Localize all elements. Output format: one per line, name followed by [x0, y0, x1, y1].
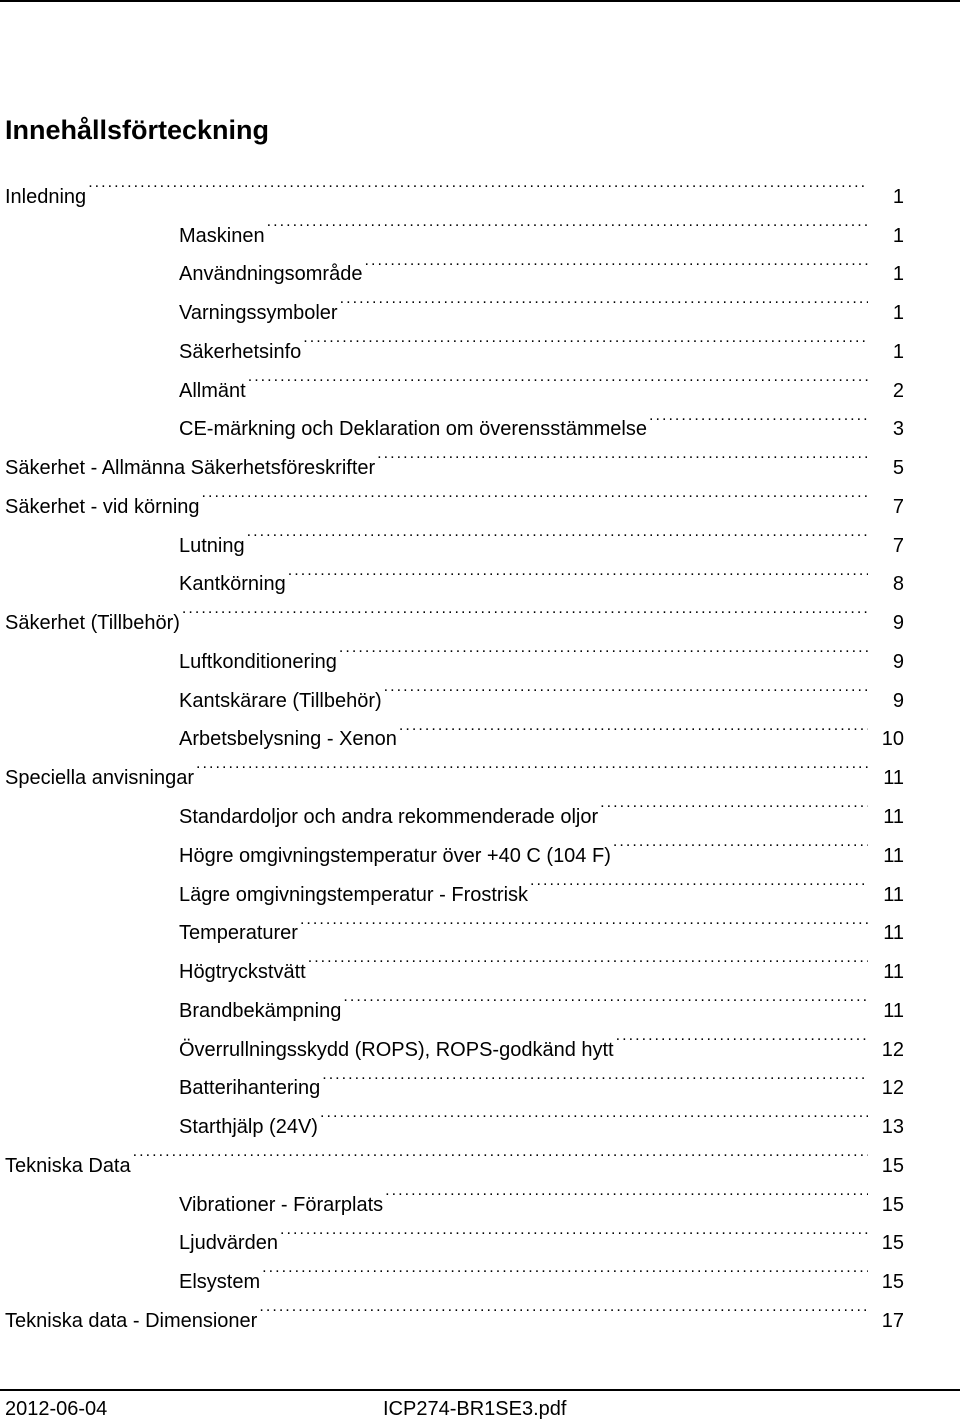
page-title: Innehållsförteckning	[5, 115, 270, 145]
toc-entry-title: Lägre omgivningstemperatur - Frostrisk	[179, 883, 529, 906]
toc-entry[interactable]	[0, 668, 960, 712]
toc-entry-page-number: 11	[883, 883, 904, 906]
toc-entry-title: Varningssymboler	[179, 302, 338, 325]
toc-entry-title: Arbetsbelysning - Xenon	[179, 728, 397, 751]
toc-entry[interactable]	[0, 1211, 960, 1255]
toc-entry-page-number: 11	[883, 961, 904, 984]
toc-entry-title: Överrullningsskydd (ROPS), ROPS-godkänd hytt	[179, 1038, 614, 1061]
toc-dot-leader	[88, 164, 868, 203]
toc-dot-leader	[340, 280, 868, 319]
toc-dot-leader	[377, 435, 868, 474]
toc-entry[interactable]	[0, 242, 960, 286]
toc-dot-leader	[308, 939, 868, 978]
toc-dot-leader	[613, 823, 868, 862]
toc-entry[interactable]	[0, 203, 960, 247]
toc-entry-title: Starthjälp (24V)	[179, 1116, 318, 1139]
toc-entry-title: Speciella anvisningar	[5, 767, 195, 790]
toc-entry[interactable]	[0, 629, 960, 673]
toc-entry-title: Tekniska data - Dimensioner	[5, 1309, 258, 1332]
toc-dot-leader	[248, 358, 868, 397]
footer-filename: ICP274-BR1SE3.pdf	[383, 1398, 567, 1420]
toc-dot-leader	[364, 242, 868, 281]
toc-dot-leader	[267, 203, 868, 242]
toc-entry-title: Allmänt	[179, 379, 246, 402]
toc-entry-page-number: 9	[892, 650, 904, 673]
toc-dot-leader	[339, 629, 868, 668]
toc-entry-page-number: 7	[892, 495, 904, 518]
toc-dot-leader	[202, 474, 868, 513]
toc-entry-title: Temperaturer	[179, 922, 298, 945]
toc-entry-title: CE-märkning och Deklaration om överensstämmelse	[179, 418, 647, 441]
toc-entry-title: Säkerhet (Tillbehör)	[5, 612, 180, 635]
toc-entry-title: Säkerhet - vid körning	[5, 495, 200, 518]
toc-entry-page-number: 1	[892, 185, 904, 208]
toc-entry[interactable]	[0, 435, 960, 480]
toc-entry[interactable]	[0, 1017, 960, 1061]
toc-entry-title: Säkerhet - Allmänna Säkerhetsföreskrifter	[5, 457, 376, 480]
footer-rule	[0, 1389, 960, 1391]
toc-entry-title: Vibrationer - Förarplats	[179, 1193, 384, 1216]
toc-dot-leader	[196, 745, 868, 784]
toc-dot-leader	[600, 784, 868, 823]
toc-entry-title: Tekniska Data	[5, 1154, 131, 1177]
top-rule	[0, 0, 960, 2]
toc-dot-leader	[300, 901, 868, 940]
toc-entry-title: Kantskärare (Tillbehör)	[179, 689, 382, 712]
footer-date: 2012-06-04	[5, 1398, 108, 1420]
table-of-contents	[0, 164, 960, 1332]
toc-entry-page-number: 9	[892, 612, 904, 635]
toc-entry[interactable]	[0, 1056, 960, 1100]
toc-entry[interactable]	[0, 164, 960, 208]
toc-entry[interactable]	[0, 823, 960, 867]
toc-entry[interactable]	[0, 1288, 960, 1332]
toc-entry[interactable]	[0, 319, 960, 363]
toc-entry-page-number: 13	[881, 1116, 904, 1139]
toc-dot-leader	[385, 1172, 868, 1211]
toc-entry[interactable]	[0, 280, 960, 325]
toc-entry-page-number: 15	[881, 1193, 904, 1216]
toc-dot-leader	[133, 1133, 868, 1172]
toc-dot-leader	[288, 552, 868, 591]
toc-dot-leader	[259, 1288, 868, 1327]
toc-dot-leader	[303, 319, 868, 358]
toc-entry-title: Inledning	[5, 185, 87, 208]
toc-entry-title: Standardoljor och andra rekommenderade oljor	[179, 806, 599, 829]
toc-dot-leader	[322, 1056, 868, 1095]
toc-entry-page-number: 3	[892, 418, 904, 441]
toc-entry-title: Högtryckstvätt	[179, 961, 306, 984]
toc-entry-page-number: 11	[883, 999, 904, 1022]
toc-entry-page-number: 8	[892, 573, 904, 596]
toc-dot-leader	[649, 397, 868, 436]
toc-entry-page-number: 15	[881, 1271, 904, 1294]
toc-entry-page-number: 1	[892, 263, 904, 286]
toc-entry-page-number: 7	[892, 534, 904, 557]
toc-entry[interactable]	[0, 939, 960, 984]
toc-entry[interactable]	[0, 590, 960, 635]
toc-entry[interactable]	[0, 862, 960, 906]
toc-entry[interactable]	[0, 1094, 960, 1139]
toc-entry[interactable]	[0, 513, 960, 557]
toc-entry-title: Batterihantering	[179, 1077, 321, 1100]
toc-entry[interactable]	[0, 978, 960, 1022]
toc-entry-title: Lutning	[179, 534, 245, 557]
toc-entry-page-number: 11	[883, 922, 904, 945]
toc-entry[interactable]	[0, 784, 960, 829]
toc-dot-leader	[262, 1249, 868, 1288]
toc-entry[interactable]	[0, 901, 960, 945]
toc-entry-page-number: 1	[892, 302, 904, 325]
toc-entry-page-number: 11	[883, 806, 904, 829]
toc-entry[interactable]	[0, 552, 960, 596]
toc-dot-leader	[182, 590, 868, 629]
toc-entry-page-number: 10	[881, 728, 904, 751]
toc-entry-page-number: 11	[883, 767, 904, 790]
toc-entry-page-number: 11	[883, 844, 904, 867]
toc-entry-title: Maskinen	[179, 224, 265, 247]
toc-entry-page-number: 1	[892, 340, 904, 363]
toc-entry-page-number: 12	[881, 1038, 904, 1061]
toc-entry[interactable]	[0, 745, 960, 790]
toc-entry-page-number: 9	[892, 689, 904, 712]
toc-entry-title: Användningsområde	[179, 263, 363, 286]
toc-dot-leader	[343, 978, 868, 1017]
toc-entry-title: Kantkörning	[179, 573, 286, 596]
toc-dot-leader	[320, 1094, 868, 1133]
toc-dot-leader	[247, 513, 868, 552]
toc-entry[interactable]	[0, 1249, 960, 1294]
toc-entry-page-number: 17	[881, 1309, 904, 1332]
toc-entry-page-number: 15	[881, 1232, 904, 1255]
toc-entry-title: Elsystem	[179, 1271, 261, 1294]
toc-dot-leader	[399, 707, 868, 746]
toc-entry-page-number: 15	[881, 1154, 904, 1177]
toc-dot-leader	[616, 1017, 868, 1056]
toc-entry-title: Säkerhetsinfo	[179, 340, 302, 363]
toc-entry-title: Ljudvärden	[179, 1232, 278, 1255]
toc-entry-page-number: 1	[892, 224, 904, 247]
toc-entry-page-number: 2	[892, 379, 904, 402]
toc-entry-page-number: 5	[892, 457, 904, 480]
toc-entry[interactable]	[0, 397, 960, 441]
toc-entry[interactable]	[0, 1172, 960, 1216]
toc-entry-title: Högre omgivningstemperatur över +40 C (104 F)	[179, 844, 611, 867]
toc-entry-page-number: 12	[881, 1077, 904, 1100]
toc-entry[interactable]	[0, 1133, 960, 1177]
toc-entry[interactable]	[0, 474, 960, 518]
toc-entry-title: Luftkonditionering	[179, 650, 337, 673]
toc-entry-title: Brandbekämpning	[179, 999, 342, 1022]
toc-dot-leader	[280, 1211, 868, 1250]
toc-dot-leader	[530, 862, 868, 901]
toc-entry[interactable]	[0, 358, 960, 402]
toc-dot-leader	[384, 668, 868, 707]
toc-entry[interactable]	[0, 707, 960, 751]
